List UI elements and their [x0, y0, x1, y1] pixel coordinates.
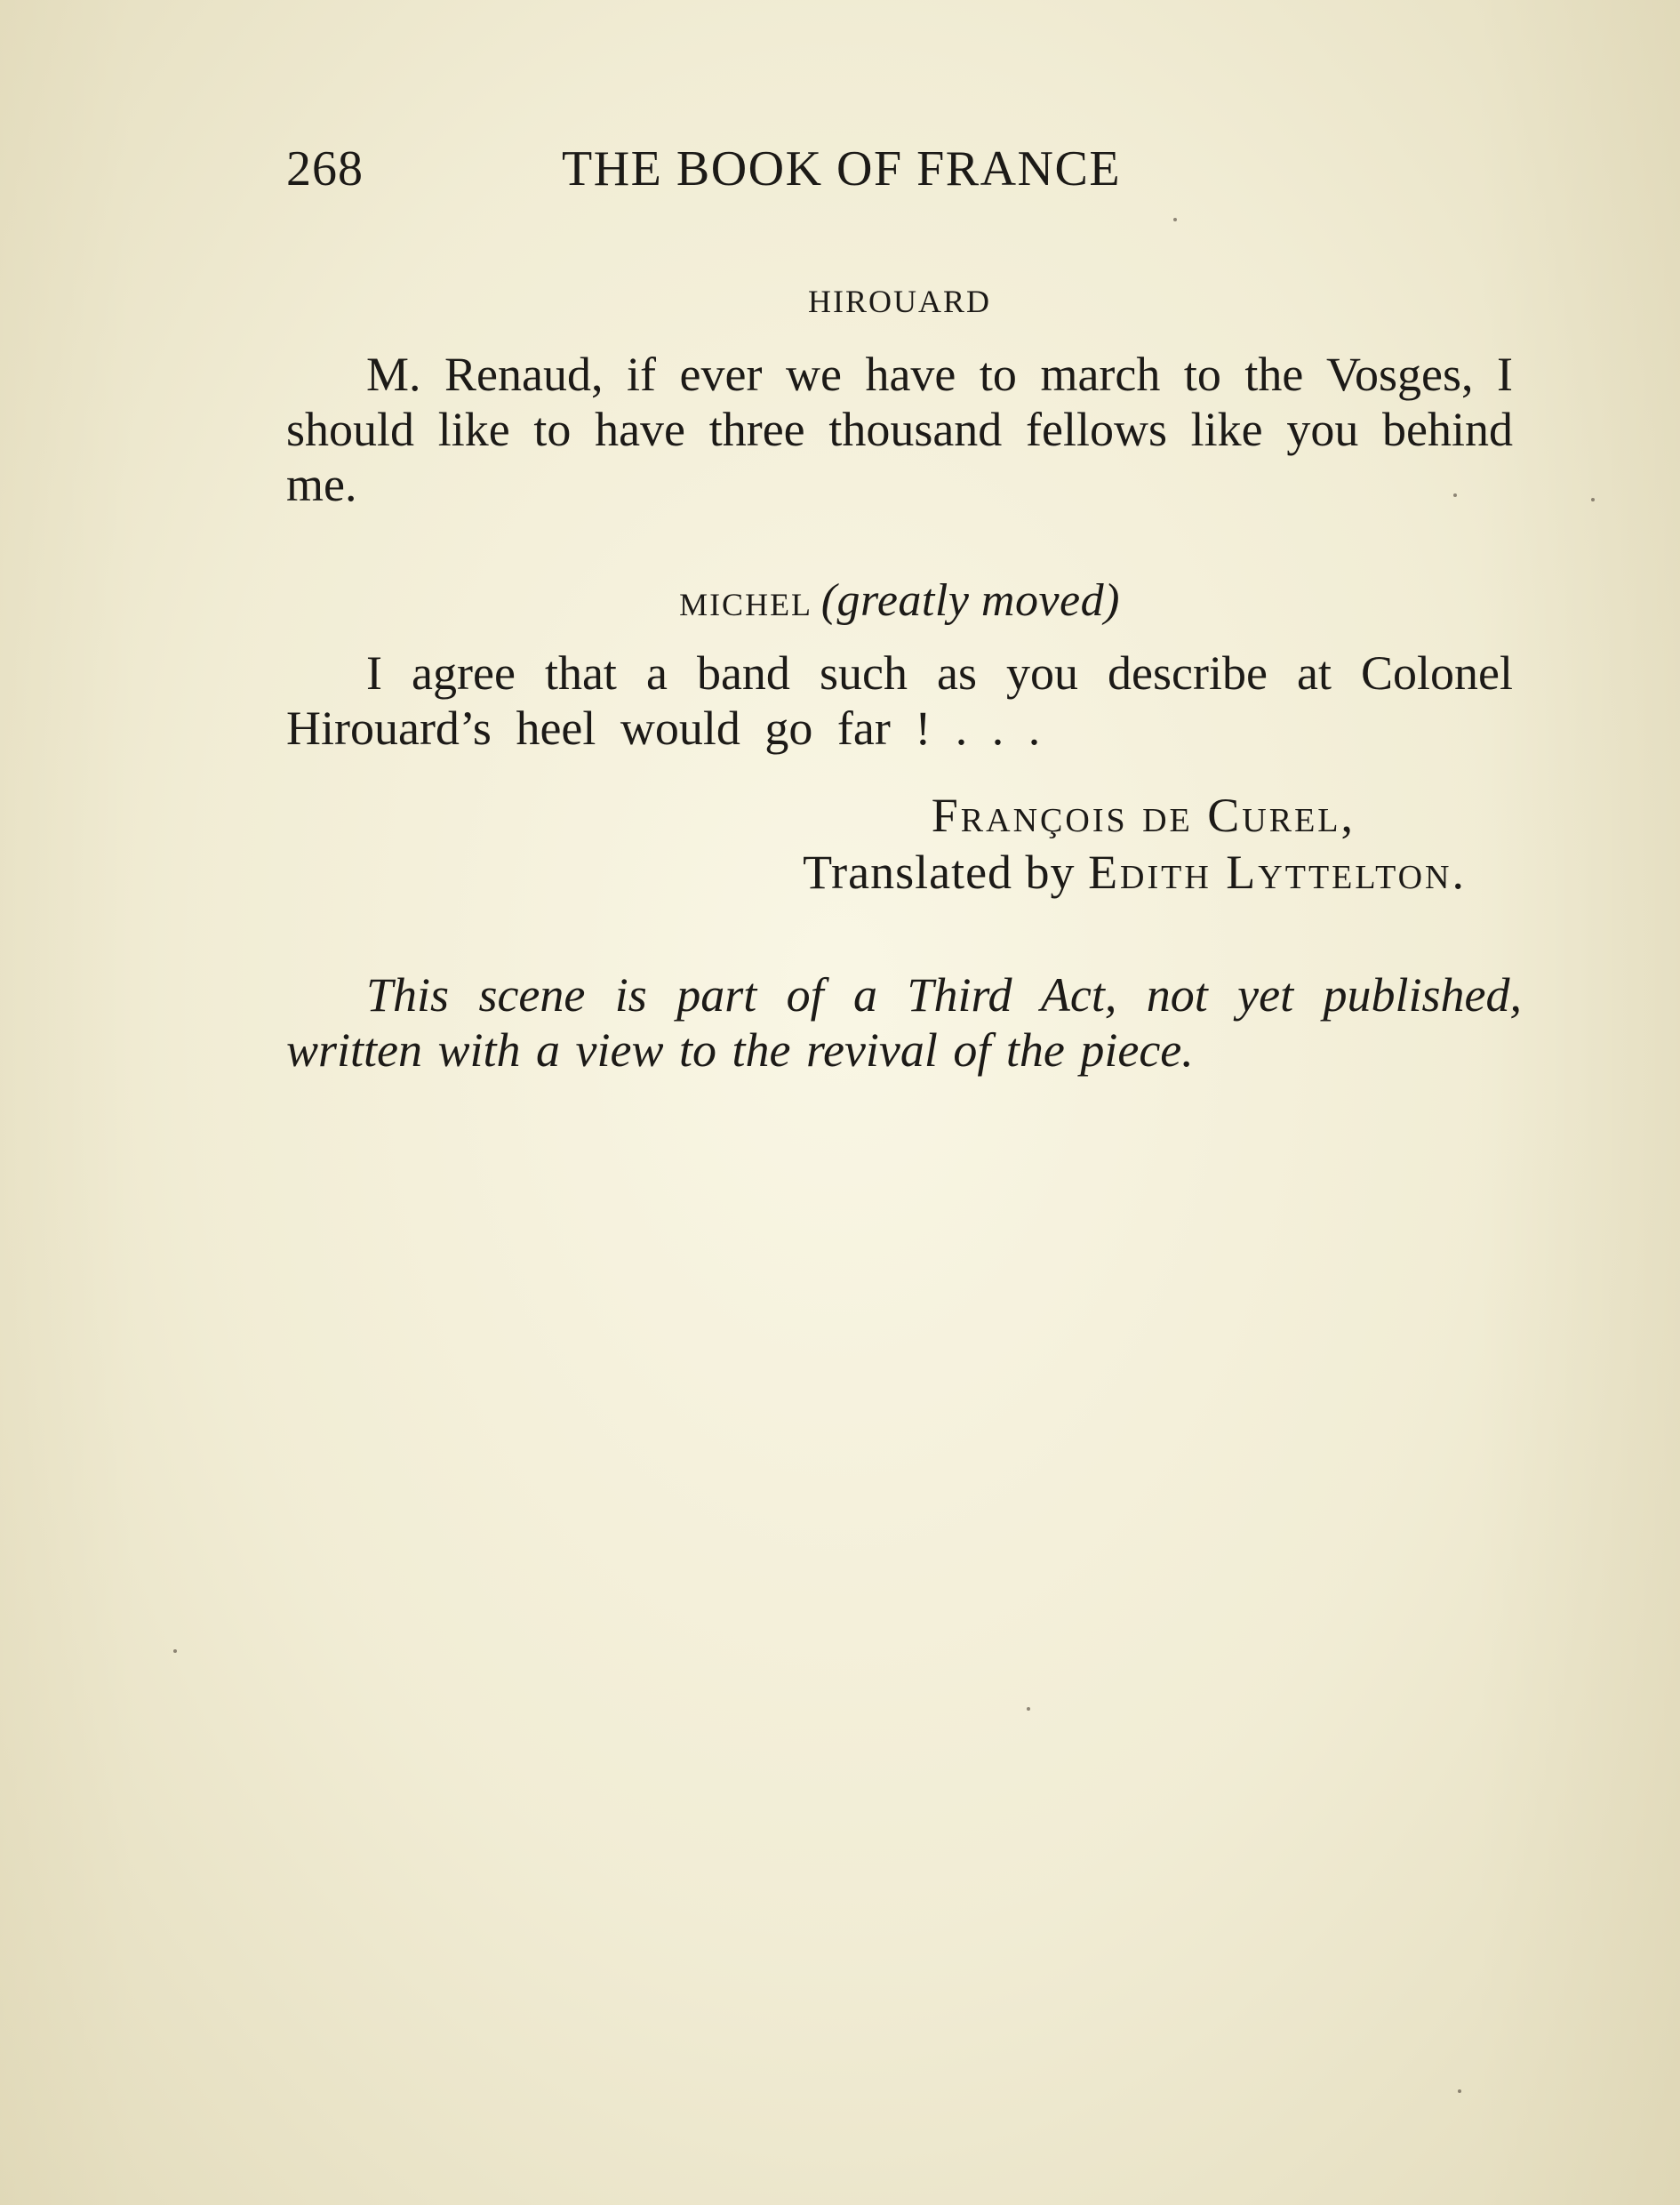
author-name: François de Curel, — [931, 789, 1356, 842]
paper-speck — [1453, 493, 1457, 497]
running-title: THE BOOK OF FRANCE — [562, 141, 1122, 196]
translator-prefix: Translated by — [803, 846, 1076, 899]
speaker-michel-line — [286, 574, 1513, 627]
paper-speck — [173, 1649, 177, 1653]
paper-speck — [1591, 498, 1595, 501]
page-header — [286, 140, 1246, 203]
speech-michel: I agree that a band such as you describe at Colonel Hirouard’s heel would go far ! . . . — [286, 646, 1513, 755]
editorial-note: This scene is part of a Third Act, not yet published, written with a view to the revival of the piece. — [286, 968, 1522, 1077]
translator-name: Edith Lyttelton. — [1088, 846, 1467, 899]
speech-hirouard: M. Renaud, if ever we have to march to the Vosges, I should like to have three thousand fellows like you behind me. — [286, 348, 1513, 511]
page-number: 268 — [286, 141, 364, 196]
stage-direction: (greatly moved) — [820, 575, 1120, 626]
paper-speck — [1458, 2089, 1461, 2093]
paper-speck — [1027, 1707, 1030, 1711]
paper-speck — [1173, 218, 1177, 221]
translator-attribution — [803, 845, 1467, 900]
speaker-michel: MICHEL — [679, 587, 812, 622]
speaker-hirouard: HIROUARD — [807, 284, 991, 319]
author-attribution — [932, 788, 1356, 843]
